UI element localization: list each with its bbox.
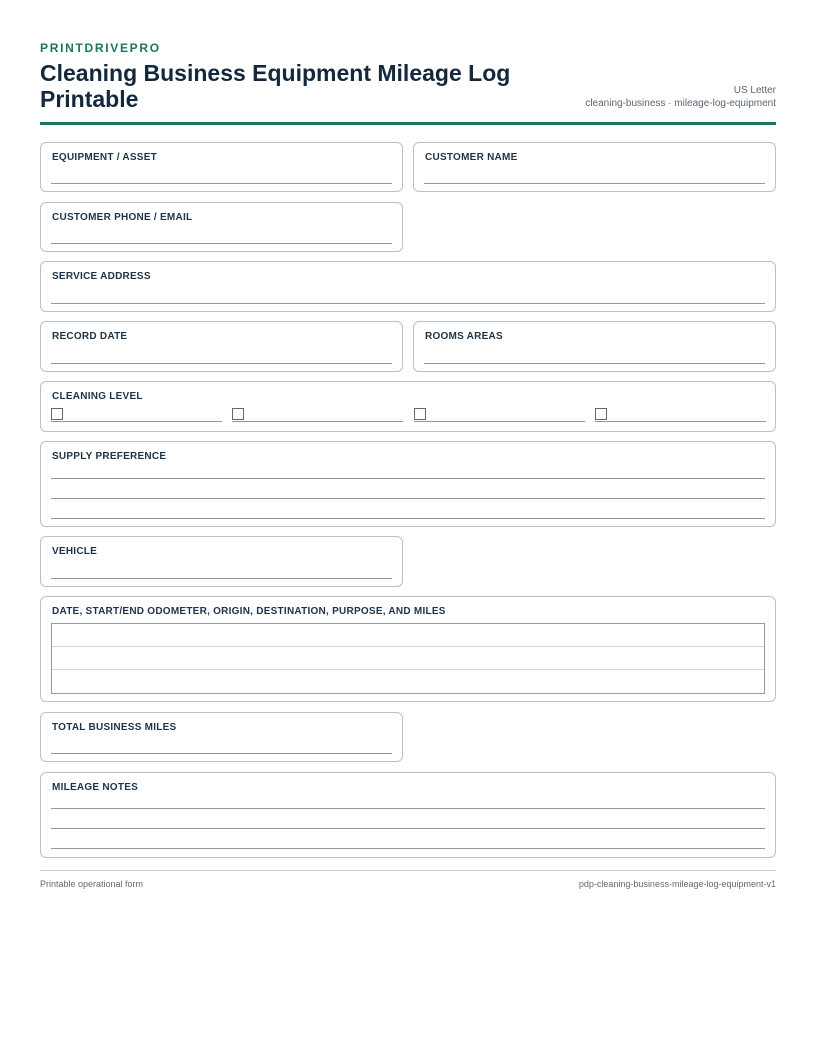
form-path: cleaning-business · mileage-log-equipment — [585, 98, 776, 109]
cleaning-level-label: CLEANING LEVEL — [52, 391, 143, 402]
record-date-label: RECORD DATE — [52, 331, 128, 342]
vehicle-field — [40, 536, 403, 587]
mileage-notes-input-line-2[interactable] — [51, 828, 765, 829]
mileage-notes-input-line-3[interactable] — [51, 848, 765, 849]
mileage-notes-label: MILEAGE NOTES — [52, 782, 139, 793]
record-date-input-line[interactable] — [51, 363, 392, 364]
vehicle-input-line[interactable] — [51, 578, 392, 579]
rooms-areas-label: ROOMS AREAS — [425, 331, 503, 342]
cleaning-level-option-2[interactable] — [232, 408, 403, 422]
trip-log-field — [40, 596, 776, 702]
page-header — [40, 40, 776, 125]
supply-preference-input-line-2[interactable] — [51, 498, 765, 499]
cleaning-level-option-1[interactable] — [51, 408, 222, 422]
rooms-areas-input-line[interactable] — [424, 363, 765, 364]
mileage-notes-field — [40, 772, 776, 858]
supply-preference-input-line-3[interactable] — [51, 518, 765, 519]
customer-phone-email-field — [40, 202, 403, 252]
equipment-asset-label: EQUIPMENT / ASSET — [52, 152, 158, 163]
checkbox-icon[interactable] — [595, 408, 607, 420]
customer-phone-email-input-line[interactable] — [51, 243, 392, 244]
page-title: Cleaning Business Equipment Mileage Log Printable — [40, 60, 511, 112]
table-row[interactable] — [52, 647, 764, 670]
checkbox-icon[interactable] — [51, 408, 63, 420]
total-business-miles-field — [40, 712, 403, 762]
brand-logo-text: PRINTDRIVEPRO — [40, 41, 161, 55]
service-address-field — [40, 261, 776, 312]
trip-log-table — [51, 623, 765, 694]
rooms-areas-field — [413, 321, 776, 372]
total-business-miles-label: TOTAL BUSINESS MILES — [52, 722, 177, 733]
table-row[interactable] — [52, 624, 764, 647]
supply-preference-input-line-1[interactable] — [51, 478, 765, 479]
footer-note: Printable operational form — [40, 879, 144, 889]
customer-name-field — [413, 142, 776, 192]
checkbox-icon[interactable] — [232, 408, 244, 420]
supply-preference-label: SUPPLY PREFERENCE — [52, 451, 167, 462]
equipment-asset-input-line[interactable] — [51, 183, 392, 184]
record-date-field — [40, 321, 403, 372]
cleaning-level-option-3[interactable] — [414, 408, 585, 422]
service-address-label: SERVICE ADDRESS — [52, 271, 151, 282]
customer-phone-email-label: CUSTOMER PHONE / EMAIL — [52, 212, 193, 223]
paper-size: US Letter — [733, 85, 776, 96]
cleaning-level-field — [40, 381, 776, 432]
checkbox-icon[interactable] — [414, 408, 426, 420]
form-id: pdp-cleaning-business-mileage-log-equipment-v1 — [578, 879, 776, 889]
customer-name-input-line[interactable] — [424, 183, 765, 184]
page-footer — [40, 870, 776, 889]
equipment-asset-field — [40, 142, 403, 192]
page-meta — [585, 84, 776, 110]
trip-log-label: DATE, START/END ODOMETER, ORIGIN, DESTINATION, PURPOSE, AND MILES — [52, 606, 446, 617]
supply-preference-field — [40, 441, 776, 527]
mileage-notes-input-line-1[interactable] — [51, 808, 765, 809]
vehicle-label: VEHICLE — [52, 546, 98, 557]
total-business-miles-input-line[interactable] — [51, 753, 392, 754]
cleaning-level-option-4[interactable] — [595, 408, 766, 422]
service-address-input-line[interactable] — [51, 303, 765, 304]
table-row[interactable] — [52, 670, 764, 693]
customer-name-label: CUSTOMER NAME — [425, 152, 518, 163]
